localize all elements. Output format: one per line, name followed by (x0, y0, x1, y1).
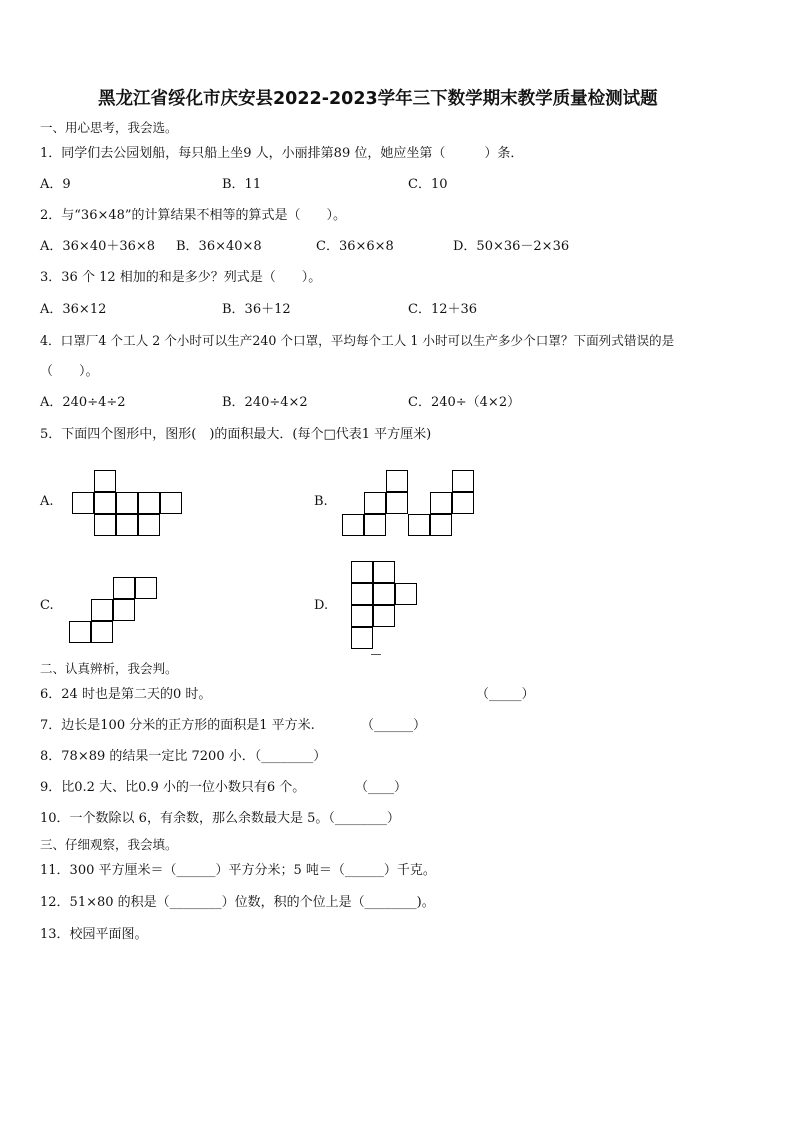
q5-label-c[interactable]: C. (40, 598, 54, 613)
question-11: 11．300 平方厘米＝（______）平方分米；5 吨＝（______）千克。 (40, 863, 436, 878)
question-12: 12．51×80 的积是（________）位数，积的个位上是（________)。 (40, 895, 435, 910)
q3-option-b[interactable]: B．36＋12 (222, 302, 291, 317)
q5-label-a[interactable]: A. (40, 494, 54, 509)
q5-label-b[interactable]: B. (314, 494, 328, 509)
question-8: 8．78×89 的结果一定比 7200 小．（________） (40, 749, 327, 764)
q2-option-b[interactable]: B．36×40×8 (176, 239, 262, 254)
question-1: 1．同学们去公园划船，每只船上坐9 人，小丽排第89 位，她应坐第（ ）条． (40, 146, 524, 161)
question-6: 6．24 时也是第二天的0 时。 (40, 687, 212, 702)
q4-option-c[interactable]: C．240÷（4×2） (408, 395, 521, 410)
q5-label-d[interactable]: D. (314, 598, 329, 613)
q7-answer-blank[interactable]: （______） (361, 718, 427, 733)
q9-answer-blank[interactable]: （____） (355, 780, 408, 795)
question-2: 2．与“36×48”的计算结果不相等的算式是（ ）。 (40, 208, 347, 223)
question-13: 13．校园平面图。 (40, 927, 148, 942)
page-title: 黑龙江省绥化市庆安县2022-2023学年三下数学期末教学质量检测试题 (98, 89, 658, 109)
question-10: 10．一个数除以 6，有余数，那么余数最大是 5。（________） (40, 811, 400, 826)
q2-option-d[interactable]: D．50×36－2×36 (453, 239, 570, 254)
question-5: 5．下面四个图形中，图形( )的面积最大．(每个□代表1 平方厘米) (40, 427, 432, 442)
section-1-heading: 一、用心思考，我会选。 (40, 120, 178, 135)
question-3: 3．36 个 12 相加的和是多少？列式是（ ）。 (40, 270, 322, 285)
q2-option-a[interactable]: A．36×40＋36×8 (40, 239, 156, 254)
question-4-line-1: 4．口罩厂4 个工人 2 个小时可以生产240 个口罩，平均每个工人 1 小时可以生产多少个口罩？下面列式错误的是 (40, 333, 675, 348)
q4-option-a[interactable]: A．240÷4÷2 (40, 395, 126, 410)
q3-option-c[interactable]: C．12＋36 (408, 302, 478, 317)
question-7: 7．边长是100 分米的正方形的面积是1 平方米. (40, 718, 315, 733)
question-9: 9．比0.2 大、比0.9 小的一位小数只有6 个。 (40, 780, 306, 795)
q4-option-b[interactable]: B．240÷4×2 (222, 395, 308, 410)
q1-option-a[interactable]: A．9 (40, 177, 71, 192)
q1-option-b[interactable]: B．11 (222, 177, 262, 192)
q1-option-c[interactable]: C．10 (408, 177, 448, 192)
question-4-line-2: （ ）。 (40, 364, 99, 379)
section-3-heading: 三、仔细观察，我会填。 (40, 837, 178, 852)
q6-answer-blank[interactable]: （_____） (476, 687, 535, 702)
q2-option-c[interactable]: C．36×6×8 (316, 239, 394, 254)
q3-option-a[interactable]: A．36×12 (40, 302, 107, 317)
section-2-heading: 二、认真辨析，我会判。 (40, 661, 178, 676)
